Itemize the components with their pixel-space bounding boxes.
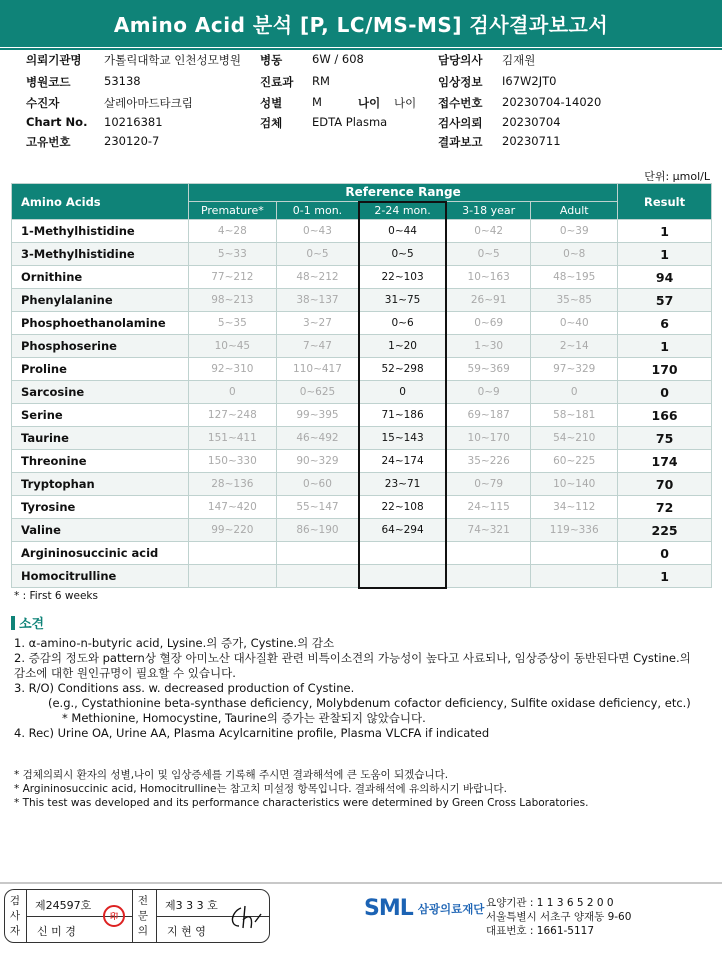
findings-title: 소견 (19, 617, 45, 632)
range-0-1-mon: 0~43 (276, 220, 359, 243)
unique-label: 고유번호 (26, 135, 71, 149)
range-0-1-mon (276, 542, 359, 565)
result-value: 94 (618, 266, 712, 289)
table-row (12, 289, 712, 312)
range-3-18-year: 35~226 (446, 450, 531, 473)
range-adult: 48~195 (531, 266, 618, 289)
range-0-1-mon: 38~137 (276, 289, 359, 312)
ward-label: 병동 (260, 53, 283, 67)
request-value: 20230704 (502, 115, 561, 129)
range-3-18-year: 10~163 (446, 266, 531, 289)
amino-acid-name: Tyrosine (12, 496, 189, 519)
range-premature: 92~310 (188, 358, 276, 381)
range-adult: 97~329 (531, 358, 618, 381)
range-2-24-mon: 15~143 (359, 427, 446, 450)
range-adult: 54~210 (531, 427, 618, 450)
finding-line: 3. R/O) Conditions ass. w. decreased production of Cystine. (14, 681, 355, 695)
amino-acid-name: Threonine (12, 450, 189, 473)
lab-address (486, 896, 631, 938)
amino-acid-name: Phenylalanine (12, 289, 189, 312)
report-title: Amino Acid 분석 [P, LC/MS-MS] 검사결과보고서 (0, 0, 722, 47)
age-value: 나이 (394, 96, 417, 110)
seal-stamp-icon: 印 (103, 905, 125, 927)
amino-acid-name: Homocitrulline (12, 565, 189, 588)
table-row (12, 381, 712, 404)
finding-line: * Methionine, Homocystine, Taurine의 증가는 관찰되지 않았습니다. (62, 711, 426, 725)
table-row (12, 519, 712, 542)
receipt-value: 20230704-14020 (502, 95, 602, 109)
finding-line: (e.g., Cystathionine beta-synthase deficiency, Molybdenum cofactor deficiency, Sulfite oxidase deficiency, etc.) (48, 696, 691, 710)
range-premature: 151~411 (188, 427, 276, 450)
unit-label: 단위: μmol/L (644, 170, 710, 183)
range-3-18-year: 0~79 (446, 473, 531, 496)
range-adult: 34~112 (531, 496, 618, 519)
range-adult: 0~40 (531, 312, 618, 335)
range-0-1-mon: 90~329 (276, 450, 359, 473)
col-2-24-mon: 2-24 mon. (359, 202, 446, 220)
result-value: 0 (618, 542, 712, 565)
examiner-value: 살레아마드타크림 (104, 96, 193, 110)
range-adult: 10~140 (531, 473, 618, 496)
finding-line: 감소에 대한 원인규명이 필요할 수 있습니다. (14, 666, 236, 680)
unique-value: 230120-7 (104, 134, 160, 148)
range-0-1-mon: 0~5 (276, 243, 359, 266)
finding-line: 1. α-amino-n-butyric acid, Lysine.의 증가, Cystine.의 감소 (14, 636, 335, 650)
range-3-18-year: 0~9 (446, 381, 531, 404)
range-3-18-year: 10~170 (446, 427, 531, 450)
range-adult: 0~39 (531, 220, 618, 243)
table-row (12, 542, 712, 565)
range-premature: 127~248 (188, 404, 276, 427)
col-amino-acids: Amino Acids (12, 184, 189, 220)
finding-line: 2. 증감의 정도와 pattern상 혈장 아미노산 대사질환 관련 비특이소견의 가능성이 높다고 사료되나, 임상증상이 동반된다면 Cystine.의 (14, 651, 691, 665)
specimen-label: 검체 (260, 116, 283, 130)
range-0-1-mon: 46~492 (276, 427, 359, 450)
logo-org-name: 삼광의료재단 (417, 901, 485, 916)
range-3-18-year: 74~321 (446, 519, 531, 542)
footer-divider (0, 882, 722, 884)
hospital-label: 의뢰기관명 (26, 53, 82, 67)
examiner-license: 제24597호 (35, 899, 92, 912)
table-row (12, 358, 712, 381)
range-2-24-mon: 31~75 (359, 289, 446, 312)
range-2-24-mon: 22~108 (359, 496, 446, 519)
result-value: 170 (618, 358, 712, 381)
doctor-label: 담당의사 (438, 53, 483, 67)
range-3-18-year: 69~187 (446, 404, 531, 427)
findings-heading (11, 613, 44, 632)
dept-label: 진료과 (260, 75, 294, 89)
table-row (12, 266, 712, 289)
premature-footnote: * : First 6 weeks (14, 590, 98, 602)
range-2-24-mon (359, 542, 446, 565)
range-2-24-mon: 0~5 (359, 243, 446, 266)
range-2-24-mon: 23~71 (359, 473, 446, 496)
range-3-18-year: 0~69 (446, 312, 531, 335)
amino-acid-name: Phosphoserine (12, 335, 189, 358)
range-3-18-year: 0~42 (446, 220, 531, 243)
table-row (12, 473, 712, 496)
dept-value: RM (312, 74, 330, 88)
report-label: 결과보고 (438, 135, 483, 149)
range-premature: 99~220 (188, 519, 276, 542)
sex-label: 성별 (260, 96, 283, 110)
examiner-name: 신 미 경 (37, 925, 76, 938)
range-2-24-mon (359, 565, 446, 588)
range-0-1-mon: 7~47 (276, 335, 359, 358)
sex-value: M (312, 95, 322, 109)
range-premature: 5~33 (188, 243, 276, 266)
result-value: 1 (618, 565, 712, 588)
range-premature: 77~212 (188, 266, 276, 289)
address-line: 대표번호 : 1661-5117 (486, 925, 595, 937)
range-3-18-year (446, 542, 531, 565)
result-value: 70 (618, 473, 712, 496)
amino-acid-name: Serine (12, 404, 189, 427)
range-2-24-mon: 0 (359, 381, 446, 404)
result-value: 6 (618, 312, 712, 335)
range-0-1-mon: 3~27 (276, 312, 359, 335)
amino-acid-name: 1-Methylhistidine (12, 220, 189, 243)
sml-logo (364, 896, 484, 921)
range-0-1-mon: 0~625 (276, 381, 359, 404)
result-value: 166 (618, 404, 712, 427)
report-value: 20230711 (502, 134, 561, 148)
range-2-24-mon: 24~174 (359, 450, 446, 473)
amino-acid-name: Proline (12, 358, 189, 381)
result-value: 1 (618, 335, 712, 358)
range-2-24-mon: 52~298 (359, 358, 446, 381)
receipt-label: 접수번호 (438, 96, 483, 110)
table-row (12, 496, 712, 519)
col-3-18-year: 3-18 year (446, 202, 531, 220)
col-reference-range: Reference Range (188, 184, 617, 202)
range-premature: 0 (188, 381, 276, 404)
range-adult: 0~8 (531, 243, 618, 266)
col-0-1-mon: 0-1 mon. (276, 202, 359, 220)
col-adult: Adult (531, 202, 618, 220)
result-value: 174 (618, 450, 712, 473)
logo-mark: SML (364, 896, 413, 921)
range-adult (531, 565, 618, 588)
address-line: 요양기관 : 1 1 3 6 5 2 0 0 (486, 897, 614, 909)
range-adult (531, 542, 618, 565)
range-3-18-year: 0~5 (446, 243, 531, 266)
range-0-1-mon: 110~417 (276, 358, 359, 381)
range-0-1-mon: 55~147 (276, 496, 359, 519)
table-row (12, 450, 712, 473)
clinical-label: 임상정보 (438, 75, 483, 89)
amino-acid-name: Sarcosine (12, 381, 189, 404)
range-2-24-mon: 1~20 (359, 335, 446, 358)
table-row (12, 404, 712, 427)
note-line: * 검체의뢰시 환자의 성별,나이 및 임상증세를 기록해 주시면 결과해석에 큰 도움이 되겠습니다. (14, 769, 449, 781)
range-0-1-mon: 48~212 (276, 266, 359, 289)
note-line: * Argininosuccinic acid, Homocitrulline는 참고치 미설정 항목입니다. 결과해석에 유의하시기 바랍니다. (14, 783, 507, 795)
amino-acid-name: Ornithine (12, 266, 189, 289)
col-result: Result (618, 184, 712, 220)
range-premature: 147~420 (188, 496, 276, 519)
clinical-value: I67W2JT0 (502, 74, 557, 88)
specialist-name: 지 현 영 (167, 925, 206, 938)
range-2-24-mon: 0~44 (359, 220, 446, 243)
table-row (12, 565, 712, 588)
range-0-1-mon: 86~190 (276, 519, 359, 542)
address-line: 서울특별시 서초구 양재동 9-60 (486, 911, 632, 923)
range-premature: 98~213 (188, 289, 276, 312)
range-2-24-mon: 64~294 (359, 519, 446, 542)
range-premature (188, 542, 276, 565)
range-0-1-mon: 0~60 (276, 473, 359, 496)
heading-bar (11, 616, 15, 630)
result-value: 225 (618, 519, 712, 542)
note-line: * This test was developed and its performance characteristics were determined by Green Cross Laboratories. (14, 797, 589, 809)
range-adult: 35~85 (531, 289, 618, 312)
specialist-vertical-label: 전문의 (137, 895, 149, 937)
range-premature: 5~35 (188, 312, 276, 335)
amino-acid-name: Phosphoethanolamine (12, 312, 189, 335)
report-notes (14, 768, 588, 810)
chart-value: 10216381 (104, 115, 163, 129)
range-premature: 28~136 (188, 473, 276, 496)
range-3-18-year: 26~91 (446, 289, 531, 312)
range-adult: 0 (531, 381, 618, 404)
ward-value: 6W / 608 (312, 52, 364, 66)
range-0-1-mon (276, 565, 359, 588)
range-3-18-year (446, 565, 531, 588)
finding-line: 4. Rec) Urine OA, Urine AA, Plasma Acylcarnitine profile, Plasma VLCFA if indicated (14, 726, 490, 740)
signature-divider (132, 890, 133, 942)
range-3-18-year: 24~115 (446, 496, 531, 519)
range-adult: 2~14 (531, 335, 618, 358)
amino-acid-table (11, 183, 712, 589)
amino-acid-name: 3-Methylhistidine (12, 243, 189, 266)
range-adult: 60~225 (531, 450, 618, 473)
specimen-value: EDTA Plasma (312, 115, 388, 129)
signature-box (4, 889, 270, 943)
result-value: 75 (618, 427, 712, 450)
amino-acid-name: Tryptophan (12, 473, 189, 496)
range-premature: 4~28 (188, 220, 276, 243)
request-label: 검사의뢰 (438, 116, 483, 130)
range-premature (188, 565, 276, 588)
handwritten-signature-icon (227, 902, 263, 932)
result-value: 1 (618, 220, 712, 243)
range-2-24-mon: 0~6 (359, 312, 446, 335)
patient-info (0, 52, 722, 160)
range-3-18-year: 59~369 (446, 358, 531, 381)
amino-acid-name: Argininosuccinic acid (12, 542, 189, 565)
range-0-1-mon: 99~395 (276, 404, 359, 427)
result-value: 1 (618, 243, 712, 266)
col-premature: Premature* (188, 202, 276, 220)
hospital-value: 가톨릭대학교 인천성모병원 (104, 53, 241, 67)
range-premature: 150~330 (188, 450, 276, 473)
range-premature: 10~45 (188, 335, 276, 358)
table-row (12, 312, 712, 335)
result-value: 72 (618, 496, 712, 519)
code-value: 53138 (104, 74, 141, 88)
doctor-value: 김재원 (502, 53, 536, 67)
range-2-24-mon: 22~103 (359, 266, 446, 289)
examiner-label: 수진자 (26, 96, 60, 110)
code-label: 병원코드 (26, 75, 71, 89)
findings-text (14, 636, 714, 741)
table-row (12, 220, 712, 243)
amino-acid-name: Valine (12, 519, 189, 542)
age-label: 나이 (358, 96, 381, 110)
chart-label: Chart No. (26, 115, 88, 129)
range-3-18-year: 1~30 (446, 335, 531, 358)
examiner-vertical-label: 검사자 (9, 895, 21, 937)
table-row (12, 335, 712, 358)
amino-acid-name: Taurine (12, 427, 189, 450)
result-value: 57 (618, 289, 712, 312)
range-2-24-mon: 71~186 (359, 404, 446, 427)
table-row (12, 243, 712, 266)
range-adult: 58~181 (531, 404, 618, 427)
table-row (12, 427, 712, 450)
specialist-license: 제3 3 3 호 (165, 899, 218, 912)
range-adult: 119~336 (531, 519, 618, 542)
result-value: 0 (618, 381, 712, 404)
